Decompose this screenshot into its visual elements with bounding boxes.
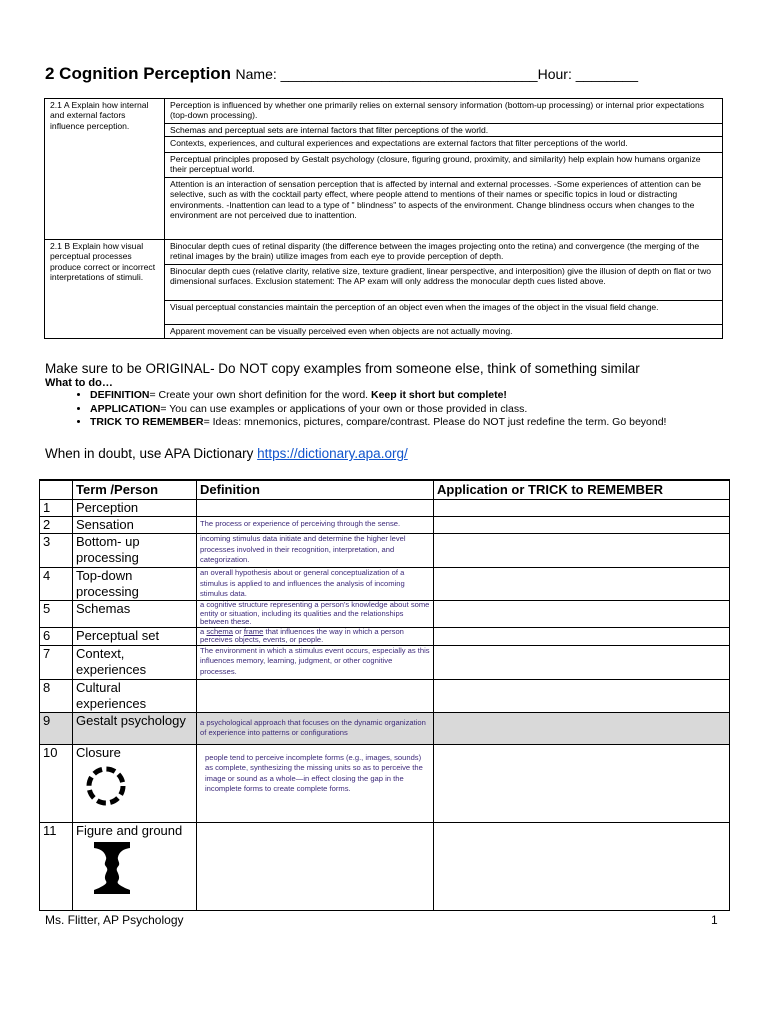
objective-item: Schemas and perceptual sets are internal factors that filter perceptions of the world. xyxy=(165,124,723,137)
table-row: 7 Context, experiences The environment in which a stimulus event occurs, especially as this influences memory, learning, judgment, or other cognitive processes. xyxy=(40,645,730,679)
term-figure-ground: Figure and ground xyxy=(76,822,183,838)
tip-trick: • TRICK TO REMEMBER= Ideas: mnemonics, pictures, compare/contrast. Please do NOT just redefine the term. Go beyond! xyxy=(90,416,750,430)
footer-page-number: 1 xyxy=(711,913,718,927)
objective-item: Contexts, experiences, and cultural experiences and expectations are external factors that filter perceptions of the world. xyxy=(165,137,723,153)
objective-item: Apparent movement can be visually perceived even when objects are not actually moving. xyxy=(165,325,723,339)
title-text: 2 Cognition Perception xyxy=(45,64,232,83)
objective-a-code: 2.1 A Explain how internal and external factors influence perception. xyxy=(45,99,165,240)
objective-item: Binocular depth cues (relative clarity, relative size, texture gradient, linear perspective, and interposition) give the illusion of depth on flat or two dimensional surfaces. Exclusion statement: The AP exam will only address the monocular depth cues listed above. xyxy=(165,265,723,301)
figure-ground-vase-icon xyxy=(92,840,132,894)
objective-item: Binocular depth cues of retinal disparity (the difference between the images projecting onto the retina) and convergence (the merging of the retinal images by the brain) utilize images from each eye to provide perception of depth. xyxy=(165,240,723,265)
what-to-do-heading: What to do… xyxy=(45,377,113,389)
table-row: 8 Cultural experiences xyxy=(40,679,730,712)
header-number xyxy=(40,480,73,500)
term-closure: Closure xyxy=(76,744,121,760)
name-field-label: Name: _________________________________ xyxy=(235,66,538,82)
objective-b-code: 2.1 B Explain how visual perceptual processes produce correct or incorrect interpretations of stimuli. xyxy=(45,240,165,339)
table-row: 2 Sensation The process or experience of perceiving through the sense. xyxy=(40,517,730,534)
tip-definition: • DEFINITION= Create your own short definition for the word. Keep it short but complete! xyxy=(90,389,750,403)
table-row: 5 Schemas a cognitive structure representing a person's knowledge about some entity or situation, including its qualities and the relationships between these. xyxy=(40,601,730,628)
terms-table-header xyxy=(40,480,730,500)
header-definition: Definition xyxy=(197,480,434,500)
table-row: 11 Figure and ground xyxy=(40,822,730,910)
table-row: 3 Bottom- up processing incoming stimulus data initiate and determine the higher level processes involved in their recognition, interpretation, and categorization. xyxy=(40,534,730,568)
instructions-list xyxy=(70,389,750,430)
originality-note: Make sure to be ORIGINAL- Do NOT copy examples from someone else, think of something similar xyxy=(45,361,640,376)
apa-dictionary-note: When in doubt, use APA Dictionary https://dictionary.apa.org/ xyxy=(45,446,408,461)
hour-field-label: Hour: ________ xyxy=(537,66,639,82)
objective-item: Perception is influenced by whether one primarily relies on external sensory information (bottom-up processing) or internal prior expectations (top-down processing). xyxy=(165,99,723,124)
page-title xyxy=(45,64,638,84)
header-term: Term /Person xyxy=(73,480,197,500)
objective-item: Visual perceptual constancies maintain the perception of an object even when the images of the object in the visual field change. xyxy=(165,301,723,325)
table-row: 4 Top-down processing an overall hypothesis about or general conceptualization of a stimulus is applied to and influences the analysis of incoming stimulus data. xyxy=(40,568,730,601)
objective-item: Perceptual principles proposed by Gestalt psychology (closure, figuring ground, proximity, and similarity) help explain how humans organize their perceptual world. xyxy=(165,153,723,178)
header-application: Application or TRICK to REMEMBER xyxy=(434,480,730,500)
table-row: 9 Gestalt psychology a psychological approach that focuses on the dynamic organization of experience into patterns or configurations xyxy=(40,712,730,744)
table-row: 6 Perceptual set a schema or frame that influences the way in which a person perceives objects, events, or people. xyxy=(40,627,730,645)
footer-author: Ms. Flitter, AP Psychology xyxy=(45,913,184,927)
table-row: 1 Perception xyxy=(40,500,730,517)
objective-item: Attention is an interaction of sensation perception that is affected by internal and external processes. -Some experiences of attention can be selective, such as with the cocktail party effect, where people attend to mentions of their names or specific topics in loud or distracting environments. -Inattention can lead to a type of " blindness" to aspects of the environment. Change blindness occurs when changes to the environment are not perceived due to inattention. xyxy=(165,178,723,240)
apa-dictionary-link[interactable]: https://dictionary.apa.org/ xyxy=(257,446,408,461)
tip-application: • APPLICATION= You can use examples or applications of your own or those provided in class. xyxy=(90,403,750,417)
closure-circle-icon xyxy=(84,763,134,813)
table-row: 10 Closure people tend to perceive incomplete forms (e.g., images, sounds) as complete, synthesizing the missing units so as to perceive the image or sound as a whole—in effect closing the gap in the incomplete forms to create complete forms. xyxy=(40,744,730,822)
terms-table xyxy=(39,479,730,911)
objectives-table xyxy=(44,98,723,339)
